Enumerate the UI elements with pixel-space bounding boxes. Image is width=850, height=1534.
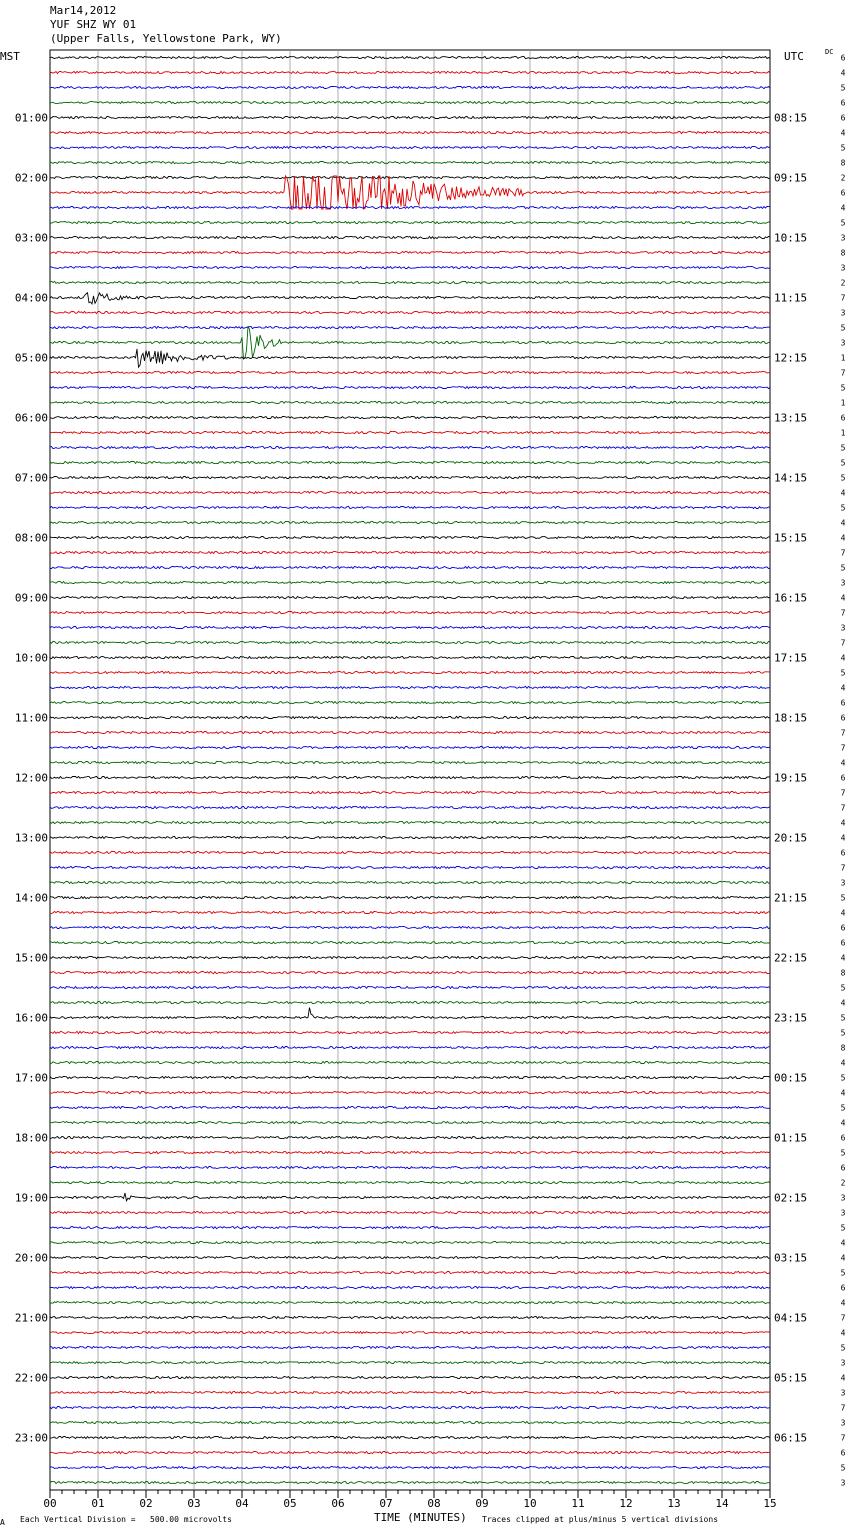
dc-value-label: 3: [840, 1193, 846, 1203]
dc-value-label: 8: [840, 968, 846, 978]
trace-line: [50, 791, 770, 793]
trace-line: [50, 1136, 770, 1138]
trace-line: [50, 1436, 770, 1438]
left-hour-label: 02:00: [14, 171, 48, 185]
trace-line: [50, 371, 770, 373]
trace-line: [50, 176, 770, 178]
dc-value-label: 6: [840, 113, 846, 123]
dc-value-label: 7: [840, 728, 846, 738]
trace-line: [50, 1226, 770, 1228]
dc-value-label: 6: [840, 698, 846, 708]
dc-value-label: 3: [840, 578, 846, 588]
left-hour-label: 11:00: [14, 711, 48, 725]
dc-value-label: 6: [840, 923, 846, 933]
trace-line: [50, 911, 770, 913]
trace-line: [50, 1061, 770, 1063]
trace-line: [50, 1256, 770, 1258]
left-hour-label: 05:00: [14, 351, 48, 365]
dc-value-label: 8: [840, 1043, 846, 1053]
trace-line: [50, 536, 770, 538]
dc-value-label: 3: [840, 1388, 846, 1398]
right-hour-label: 05:15: [774, 1371, 808, 1385]
trace-line: [50, 611, 770, 613]
left-hour-label: 13:00: [14, 831, 48, 845]
trace-line: [50, 71, 770, 73]
trace-line: [50, 1376, 770, 1378]
trace-line: [50, 1046, 770, 1048]
dc-value-label: 6: [840, 1448, 846, 1458]
dc-value-label: 3: [840, 308, 846, 318]
trace-line: [50, 176, 770, 209]
trace-line: [50, 986, 770, 988]
right-hour-label: 13:15: [774, 411, 808, 425]
trace-line: [50, 1008, 770, 1019]
trace-line: [50, 1166, 770, 1168]
trace-line: [50, 1211, 770, 1213]
dc-value-label: 7: [840, 368, 846, 378]
trace-line: [50, 1406, 770, 1408]
left-hour-label: 22:00: [14, 1371, 48, 1385]
right-hour-label: 17:15: [774, 651, 808, 665]
right-hour-label: 03:15: [774, 1251, 808, 1265]
trace-line: [50, 251, 770, 253]
dc-value-label: 2: [840, 278, 846, 288]
left-hour-label: 18:00: [14, 1131, 48, 1145]
trace-line: [50, 1286, 770, 1288]
dc-value-label: 5: [840, 1223, 846, 1233]
dc-value-label: 4: [840, 953, 846, 963]
x-tick-label: 06: [331, 1497, 345, 1510]
trace-line: [50, 401, 770, 403]
dc-value-label: 4: [840, 593, 846, 603]
right-hour-label: 21:15: [774, 891, 808, 905]
x-tick-label: 11: [571, 1497, 585, 1510]
trace-line: [50, 1106, 770, 1108]
left-hour-label: 07:00: [14, 471, 48, 485]
left-hour-label: 21:00: [14, 1311, 48, 1325]
dc-value-label: 5: [840, 1013, 846, 1023]
trace-line: [50, 1361, 770, 1363]
dc-value-label: 1: [840, 398, 846, 408]
dc-value-label: 8: [840, 158, 846, 168]
trace-line: [50, 1031, 770, 1033]
right-hour-label: 16:15: [774, 591, 808, 605]
trace-line: [50, 1001, 770, 1003]
dc-value-label: 3: [840, 1208, 846, 1218]
trace-line: [50, 131, 770, 133]
dc-value-label: 7: [840, 548, 846, 558]
trace-line: [50, 1271, 770, 1273]
trace-line: [50, 806, 770, 808]
trace-line: [50, 1481, 770, 1483]
trace-line: [50, 821, 770, 823]
trace-line: [50, 836, 770, 838]
left-hour-label: 14:00: [14, 891, 48, 905]
trace-line: [50, 941, 770, 943]
dc-value-label: 8: [840, 248, 846, 258]
trace-line: [50, 746, 770, 748]
dc-value-label: 6: [840, 98, 846, 108]
x-tick-label: 05: [283, 1497, 297, 1510]
x-tick-label: 15: [763, 1497, 777, 1510]
dc-value-label: 7: [840, 743, 846, 753]
trace-line: [50, 1316, 770, 1318]
x-tick-label: 01: [91, 1497, 105, 1510]
dc-value-label: 7: [840, 608, 846, 618]
right-hour-label: 19:15: [774, 771, 808, 785]
trace-line: [50, 956, 770, 958]
left-hour-label: 17:00: [14, 1071, 48, 1085]
trace-line: [50, 851, 770, 853]
dc-value-label: 5: [840, 1268, 846, 1278]
dc-value-label: 5: [840, 83, 846, 93]
dc-value-label: 3: [840, 1478, 846, 1488]
trace-line: [50, 656, 770, 658]
trace-line: [50, 1076, 770, 1078]
dc-value-label: 1: [840, 353, 846, 363]
x-tick-label: 13: [667, 1497, 681, 1510]
trace-line: [50, 581, 770, 583]
trace-line: [50, 116, 770, 118]
dc-value-label: 3: [840, 878, 846, 888]
trace-line: [50, 1193, 770, 1201]
dc-value-label: 7: [840, 803, 846, 813]
trace-line: [50, 641, 770, 643]
dc-value-label: 5: [840, 383, 846, 393]
clip-note: Traces clipped at plus/minus 5 vertical divisions: [482, 1515, 719, 1524]
dc-value-label: 5: [840, 893, 846, 903]
right-hour-label: 01:15: [774, 1131, 808, 1145]
trace-line: [50, 221, 770, 223]
trace-line: [50, 281, 770, 283]
trace-line: [50, 1091, 770, 1093]
dc-value-label: 4: [840, 683, 846, 693]
dc-value-label: 1: [840, 428, 846, 438]
dc-value-label: 4: [840, 1118, 846, 1128]
dc-value-label: 5: [840, 1073, 846, 1083]
trace-line: [50, 266, 770, 268]
left-hour-label: 12:00: [14, 771, 48, 785]
trace-line: [50, 161, 770, 163]
x-tick-label: 09: [475, 1497, 489, 1510]
dc-value-label: 6: [840, 1133, 846, 1143]
x-tick-label: 12: [619, 1497, 633, 1510]
x-tick-label: 08: [427, 1497, 441, 1510]
header-date: Mar14,2012: [50, 4, 117, 17]
trace-line: [50, 686, 770, 688]
trace-line: [50, 566, 770, 568]
trace-line: [50, 1181, 770, 1183]
dc-value-label: 5: [840, 1148, 846, 1158]
dc-value-label: 5: [840, 563, 846, 573]
dc-value-label: 3: [840, 233, 846, 243]
dc-value-label: 6: [840, 1283, 846, 1293]
trace-line: [50, 671, 770, 673]
left-hour-label: 23:00: [14, 1431, 48, 1445]
dc-value-label: 4: [840, 818, 846, 828]
dc-value-label: 4: [840, 908, 846, 918]
right-hour-label: 11:15: [774, 291, 808, 305]
dc-value-label: 6: [840, 773, 846, 783]
corner-mark: A: [0, 1518, 5, 1527]
left-hour-label: 15:00: [14, 951, 48, 965]
left-hour-label: 19:00: [14, 1191, 48, 1205]
dc-value-label: 7: [840, 788, 846, 798]
dc-value-label: 3: [840, 623, 846, 633]
left-timezone-label: MST: [0, 50, 20, 63]
dc-value-label: 4: [840, 1328, 846, 1338]
x-axis-title: TIME (MINUTES): [374, 1511, 467, 1524]
dc-value-label: 5: [840, 1028, 846, 1038]
dc-value-label: 7: [840, 293, 846, 303]
trace-line: [50, 761, 770, 763]
trace-line: [50, 1391, 770, 1393]
left-hour-label: 16:00: [14, 1011, 48, 1025]
trace-line: [50, 491, 770, 493]
right-hour-label: 20:15: [774, 831, 808, 845]
trace-line: [50, 446, 770, 448]
x-tick-label: 10: [523, 1497, 537, 1510]
trace-line: [50, 86, 770, 88]
dc-value-label: 4: [840, 203, 846, 213]
dc-value-label: 4: [840, 488, 846, 498]
right-hour-label: 22:15: [774, 951, 808, 965]
dc-value-label: 4: [840, 1373, 846, 1383]
left-hour-label: 01:00: [14, 111, 48, 125]
trace-line: [50, 1451, 770, 1453]
right-hour-label: 02:15: [774, 1191, 808, 1205]
right-hour-label: 18:15: [774, 711, 808, 725]
trace-line: [50, 56, 770, 58]
dc-value-label: 5: [840, 218, 846, 228]
dc-value-label: 5: [840, 1103, 846, 1113]
trace-line: [50, 626, 770, 628]
right-hour-label: 15:15: [774, 531, 808, 545]
dc-value-label: 6: [840, 413, 846, 423]
dc-value-label: 7: [840, 863, 846, 873]
dc-value-label: 7: [840, 1433, 846, 1443]
dc-value-label: 5: [840, 473, 846, 483]
right-hour-label: 14:15: [774, 471, 808, 485]
right-hour-label: 00:15: [774, 1071, 808, 1085]
trace-line: [50, 551, 770, 553]
dc-value-label: 3: [840, 263, 846, 273]
dc-value-label: 4: [840, 128, 846, 138]
right-hour-label: 04:15: [774, 1311, 808, 1325]
right-hour-label: 23:15: [774, 1011, 808, 1025]
dc-value-label: 5: [840, 143, 846, 153]
dc-value-label: 4: [840, 998, 846, 1008]
dc-value-label: 5: [840, 458, 846, 468]
trace-line: [50, 1346, 770, 1348]
dc-value-label: 5: [840, 323, 846, 333]
x-tick-label: 07: [379, 1497, 393, 1510]
trace-line: [50, 386, 770, 388]
trace-line: [50, 506, 770, 508]
trace-line: [50, 1331, 770, 1333]
left-hour-label: 06:00: [14, 411, 48, 425]
trace-line: [50, 146, 770, 148]
dc-value-label: 2: [840, 173, 846, 183]
trace-line: [50, 1121, 770, 1123]
right-hour-label: 09:15: [774, 171, 808, 185]
trace-line: [50, 701, 770, 703]
trace-line: [50, 971, 770, 973]
dc-value-label: 4: [840, 68, 846, 78]
dc-value-label: 4: [840, 1298, 846, 1308]
dc-value-label: 6: [840, 938, 846, 948]
trace-line: [50, 101, 770, 103]
left-hour-label: 09:00: [14, 591, 48, 605]
dc-value-label: 3: [840, 1358, 846, 1368]
dc-value-label: 2: [840, 1178, 846, 1188]
trace-line: [50, 1421, 770, 1423]
trace-line: [50, 896, 770, 898]
trace-line: [50, 1301, 770, 1303]
x-tick-label: 02: [139, 1497, 153, 1510]
header-station: YUF SHZ WY 01: [50, 18, 137, 31]
dc-value-label: 4: [840, 533, 846, 543]
dc-value-label: 3: [840, 338, 846, 348]
dc-value-label: 4: [840, 1238, 846, 1248]
trace-line: [50, 881, 770, 883]
dc-value-label: 4: [840, 653, 846, 663]
dc-value-label: 4: [840, 518, 846, 528]
dc-value-label: 5: [840, 1343, 846, 1353]
trace-line: [50, 521, 770, 523]
trace-line: [50, 416, 770, 418]
trace-line: [50, 926, 770, 928]
right-hour-label: 06:15: [774, 1431, 808, 1445]
trace-line: [50, 731, 770, 733]
right-hour-label: 10:15: [774, 231, 808, 245]
right-timezone-label: UTC: [784, 50, 804, 63]
right-hour-label: 08:15: [774, 111, 808, 125]
trace-line: [50, 206, 770, 208]
trace-line: [50, 461, 770, 463]
dc-value-label: 7: [840, 638, 846, 648]
dc-value-label: 7: [840, 1313, 846, 1323]
trace-line: [50, 431, 770, 433]
dc-label: DC: [825, 48, 834, 56]
dc-value-label: 7: [840, 1403, 846, 1413]
dc-value-label: 4: [840, 833, 846, 843]
trace-line: [50, 596, 770, 598]
scale-note: Each Vertical Division = 500.00 microvolts: [20, 1515, 232, 1524]
trace-line: [50, 1151, 770, 1153]
left-hour-label: 03:00: [14, 231, 48, 245]
trace-line: [50, 293, 770, 304]
x-tick-label: 14: [715, 1497, 729, 1510]
trace-line: [50, 1466, 770, 1468]
dc-value-label: 6: [840, 848, 846, 858]
trace-line: [50, 1241, 770, 1243]
dc-value-label: 6: [840, 713, 846, 723]
dc-value-label: 6: [840, 188, 846, 198]
dc-value-label: 5: [840, 983, 846, 993]
dc-value-label: 6: [840, 53, 846, 63]
dc-value-label: 4: [840, 1088, 846, 1098]
dc-value-label: 4: [840, 1253, 846, 1263]
dc-value-label: 5: [840, 503, 846, 513]
dc-value-label: 4: [840, 758, 846, 768]
trace-line: [50, 236, 770, 238]
trace-line: [50, 326, 770, 328]
header-location: (Upper Falls, Yellowstone Park, WY): [50, 32, 282, 45]
dc-value-label: 6: [840, 1163, 846, 1173]
x-tick-label: 00: [43, 1497, 57, 1510]
dc-value-label: 5: [840, 1463, 846, 1473]
trace-line: [50, 776, 770, 778]
dc-value-label: 5: [840, 668, 846, 678]
dc-value-label: 4: [840, 1058, 846, 1068]
trace-line: [50, 716, 770, 718]
dc-value-label: 5: [840, 443, 846, 453]
x-tick-label: 04: [235, 1497, 249, 1510]
trace-line: [50, 866, 770, 868]
trace-line: [50, 311, 770, 313]
trace-line: [50, 349, 770, 367]
trace-line: [50, 476, 770, 478]
x-tick-label: 03: [187, 1497, 201, 1510]
dc-value-label: 3: [840, 1418, 846, 1428]
left-hour-label: 20:00: [14, 1251, 48, 1265]
left-hour-label: 04:00: [14, 291, 48, 305]
right-hour-label: 12:15: [774, 351, 808, 365]
left-hour-label: 10:00: [14, 651, 48, 665]
left-hour-label: 08:00: [14, 531, 48, 545]
